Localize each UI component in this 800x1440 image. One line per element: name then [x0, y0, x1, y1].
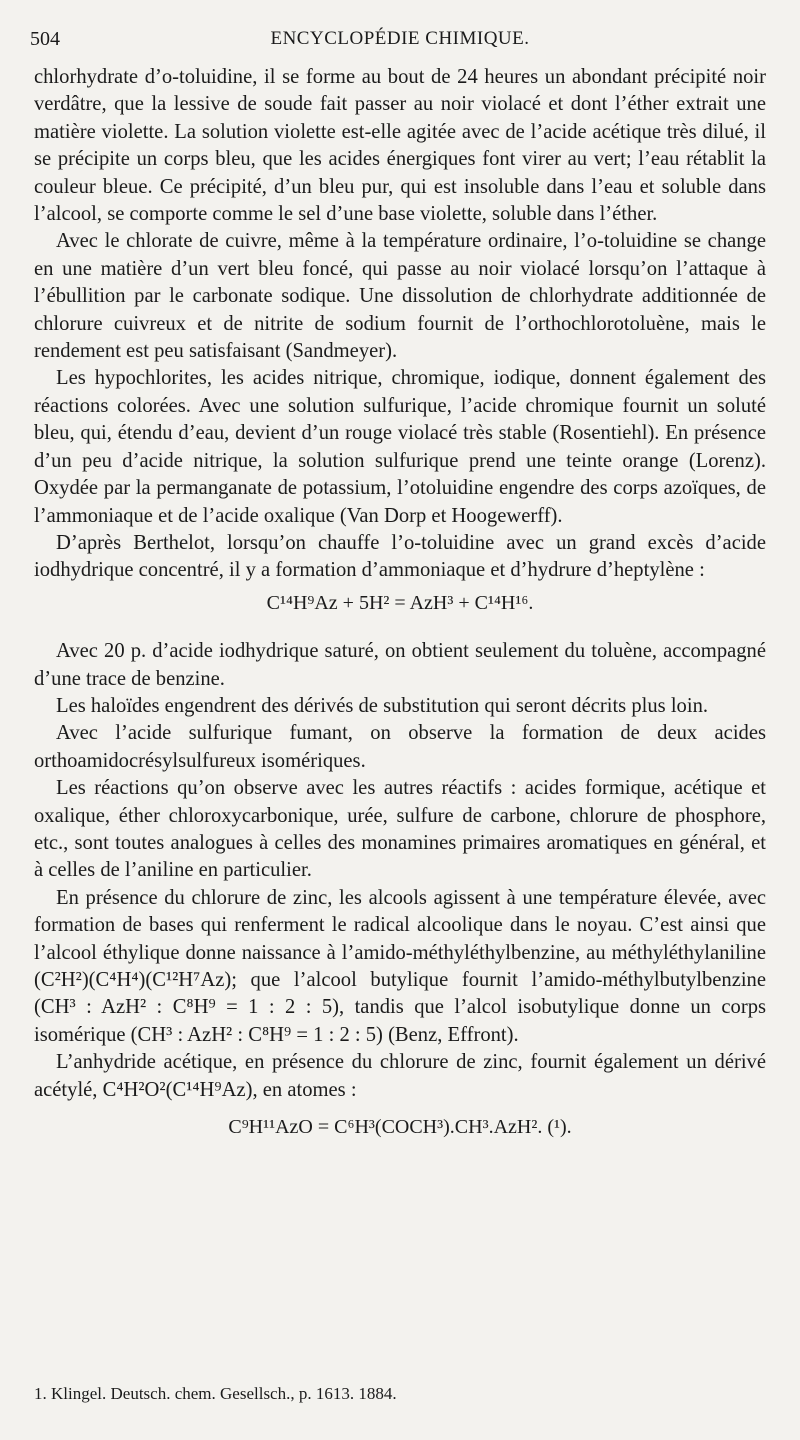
- paragraph-reactifs: Les réactions qu’on observe avec les autres réactifs : acides formique, acétique et oxalique, éther chloroxycarbonique, urée, sulfure de carbone, chlorure de phosphore, etc., sont toutes analogues à celles des monamines primaires aromatiques en général, et à celles de l’aniline en particulier.: [34, 777, 766, 882]
- page-number: 504: [30, 28, 60, 50]
- paragraph-precipite: chlorhydrate d’o-toluidine, il se forme au bout de 24 heures un abondant précipité noir verdâtre, que la lessive de soude fait passer au noir violacé et dont l’éther extrait une matière violette. La solution violette est-elle agitée avec de l’acide acétique très dilué, il se précipite un corps bleu, que les acides énergiques font virer au vert; l’eau rétablit la couleur bleue. Ce précipité, d’un bleu pur, qui est insoluble dans l’eau et soluble dans l’alcool, se comporte comme le sel d’une base violette, soluble dans l’éther.: [34, 66, 766, 226]
- paragraph-hypochlorites: Les hypochlorites, les acides nitrique, chromique, iodique, donnent également des réactions colorées. Avec une solution sulfurique, l’acide chromique fournit un soluté bleu, qui, étendu d’eau, devient d’un rouge violacé très stable (Rosentiehl). En présence d’un peu d’acide nitrique, la solution sulfurique prend une teinte orange (Lorenz). Oxydée par la permanganate de potassium, l’otoluidine engendre des corps azoïques, de l’ammoniaque et de l’acide oxalique (Van Dorp et Hoogewerff).: [34, 367, 766, 527]
- formula-heptylene: C¹⁴H⁹Az + 5H² = AzH³ + C¹⁴H¹⁶.: [266, 591, 534, 614]
- page-header: [30, 28, 770, 54]
- paragraph-chlorate-cuivre: Avec le chlorate de cuivre, même à la température ordinaire, l’o-toluidine se change en une matière d’un vert bleu foncé, qui passe au noir violacé lorsqu’on l’attaque à l’ébullition par le carbonate sodique. Une dissolution de chlorhydrate additionnée de chlorure cuivreux et de nitrite de sodium fournit de l’orthochlorotoluène, mais le rendement est peu satisfaisant (Sandmeyer).: [34, 230, 766, 363]
- footnote: 1. Klingel. Deutsch. chem. Gesellsch., p. 1613. 1884.: [34, 1384, 397, 1403]
- formula-acetyl: C⁹H¹¹AzO = C⁶H³(COCH³).CH³.AzH². (¹).: [228, 1116, 572, 1139]
- paragraph-haloides: Les haloïdes engendrent des dérivés de substitution qui seront décrits plus loin.: [56, 694, 709, 717]
- body-text: [34, 64, 766, 1149]
- paragraph-sulfurique: Avec l’acide sulfurique fumant, on observe la formation de deux acides orthoamidocrésylsulfureux isomériques.: [34, 722, 766, 772]
- paragraph-iodhydrique: Avec 20 p. d’acide iodhydrique saturé, on obtient seulement du toluène, accompagné d’une trace de benzine.: [34, 640, 766, 690]
- paragraph-anhydride: L’anhydride acétique, en présence du chlorure de zinc, fournit également un dérivé acétylé, C⁴H²O²(C¹⁴H⁹Az), en atomes :: [34, 1051, 766, 1101]
- running-title: ENCYCLOPÉDIE CHIMIQUE.: [270, 28, 530, 49]
- paragraph-berthelot: D’après Berthelot, lorsqu’on chauffe l’o-toluidine avec un grand excès d’acide iodhydrique concentré, il y a formation d’ammoniaque et d’hydrure d’heptylène :: [34, 531, 766, 582]
- paragraph-chlorure-zinc: En présence du chlorure de zinc, les alcools agissent à une température élevée, avec formation de bases qui renferment le radical alcoolique dans le noyau. C’est ainsi que l’alcool éthylique donne naissance à l’amido-méthyléthylbenzine, au méthyléthylaniline (C²H²)(C⁴H⁴)(C¹²H⁷Az); que l’alcool butylique fournit l’amido-méthylbutylbenzine (CH³ : AzH² : C⁸H⁹ = 1 : 2 : 5), tandis que l’alcol isobutylique donne un corps isomérique (CH³ : AzH² : C⁸H⁹ = 1 : 2 : 5) (Benz, Effront).: [34, 886, 766, 1046]
